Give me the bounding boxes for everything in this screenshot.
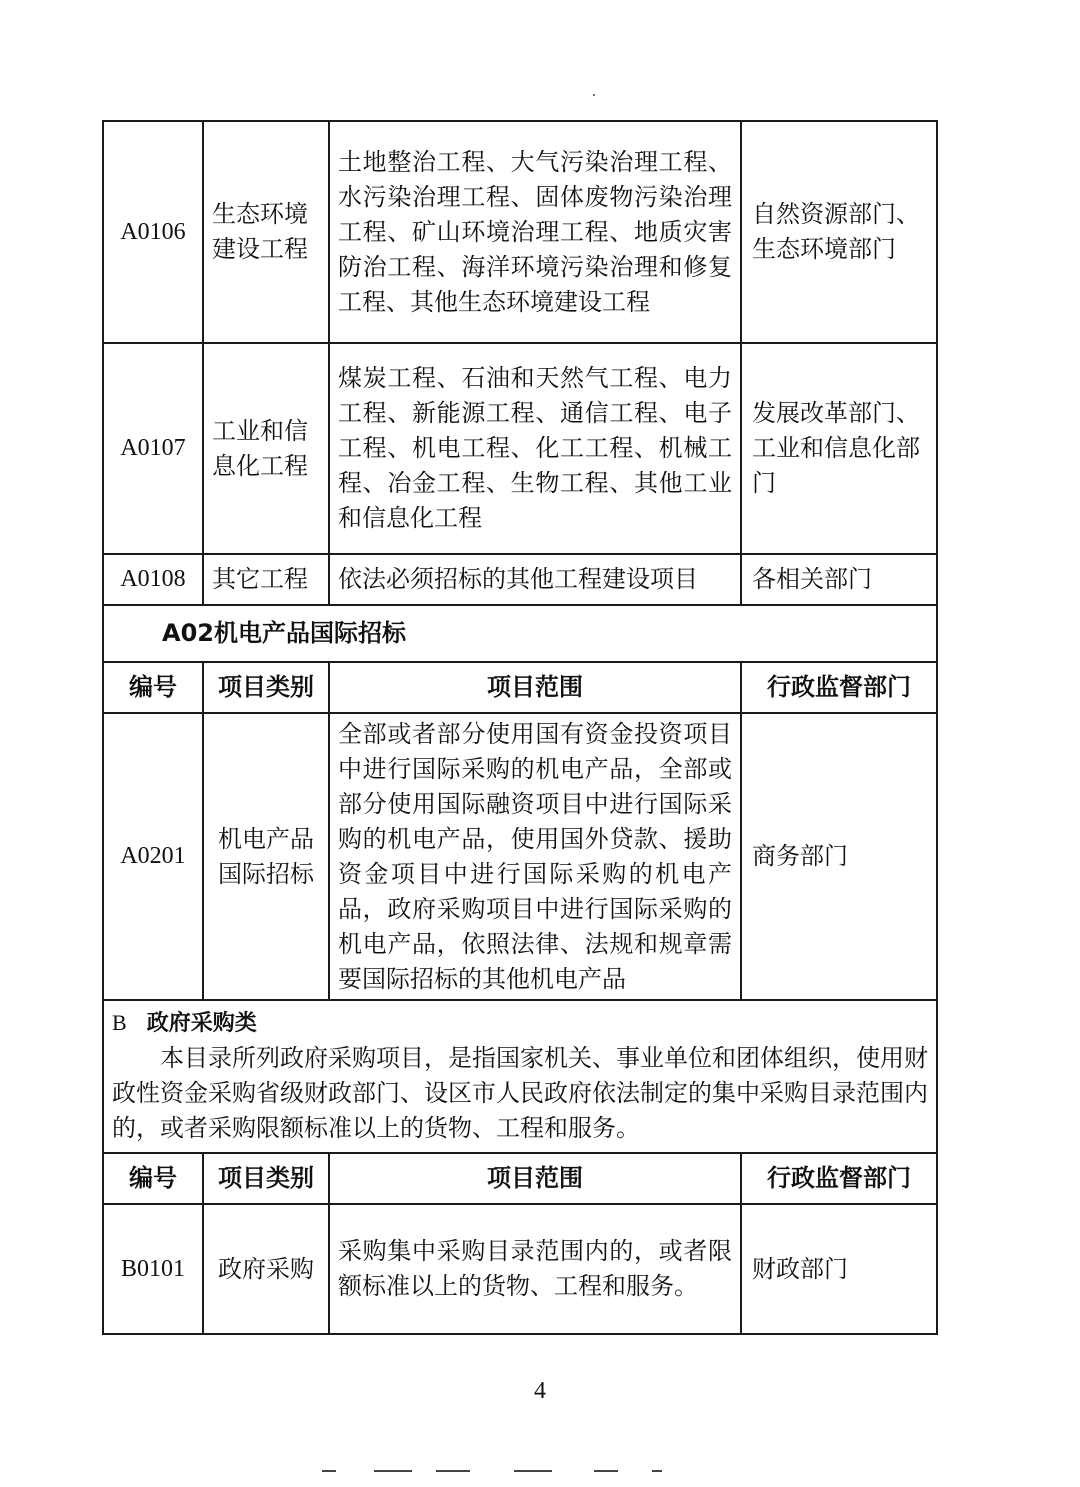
section-b-description: 本目录所列政府采购项目，是指国家机关、事业单位和团体组织，使用财政性资金采购省级财政部门、设区市人民政府依法制定的集中采购目录范围内的，或者采购限额标准以上的货物、工程和服务。 — [112, 1044, 928, 1142]
header-scope: 项目范围 — [329, 1153, 741, 1204]
page-number: 4 — [534, 1378, 546, 1404]
item-scope: 采购集中采购目录范围内的，或者限额标准以上的货物、工程和服务。 — [329, 1204, 741, 1334]
item-code: B0101 — [103, 1204, 203, 1334]
item-scope: 全部或者部分使用国有资金投资项目中进行国际采购的机电产品，全部或部分使用国际融资项目中进行国际采购的机电产品，使用国外贷款、援助资金项目中进行国际采购的机电产品，政府采购项目中进行国际采购的机电产品，依照法律、法规和规章需要国际招标的其他机电产品 — [329, 713, 741, 1000]
item-category: 机电产品国际招标 — [203, 713, 329, 1000]
header-scope: 项目范围 — [329, 662, 741, 713]
item-category: 工业和信息化工程 — [203, 343, 329, 554]
item-code: A0108 — [103, 554, 203, 605]
item-scope: 煤炭工程、石油和天然气工程、电力工程、新能源工程、通信工程、电子工程、机电工程、化工工程、机械工程、冶金工程、生物工程、其他工业和信息化工程 — [329, 343, 741, 554]
table-header-row — [103, 662, 937, 713]
table-row — [103, 554, 937, 605]
section-title-row — [103, 605, 937, 662]
item-supervising-dept: 发展改革部门、工业和信息化部门 — [741, 343, 937, 554]
item-supervising-dept: 财政部门 — [741, 1204, 937, 1334]
item-category: 生态环境建设工程 — [203, 121, 329, 343]
item-supervising-dept: 自然资源部门、生态环境部门 — [741, 121, 937, 343]
scan-edge-marks — [0, 1470, 1080, 1474]
section-b-letter: B — [112, 1010, 127, 1035]
item-category: 政府采购 — [203, 1204, 329, 1334]
header-dept: 行政监督部门 — [741, 1153, 937, 1204]
scan-speck — [593, 94, 595, 96]
item-supervising-dept: 各相关部门 — [741, 554, 937, 605]
item-scope: 依法必须招标的其他工程建设项目 — [329, 554, 741, 605]
header-category: 项目类别 — [203, 662, 329, 713]
header-code: 编号 — [103, 662, 203, 713]
header-dept: 行政监督部门 — [741, 662, 937, 713]
table-header-row — [103, 1153, 937, 1204]
item-category: 其它工程 — [203, 554, 329, 605]
item-supervising-dept: 商务部门 — [741, 713, 937, 1000]
header-code: 编号 — [103, 1153, 203, 1204]
item-code: A0107 — [103, 343, 203, 554]
catalog-table — [102, 120, 938, 1335]
section-b-title: 政府采购类 — [146, 1011, 257, 1036]
section-b-block — [103, 1000, 937, 1153]
table-row — [103, 713, 937, 1000]
section-b-row — [103, 1000, 937, 1153]
section-b-heading — [112, 1005, 928, 1041]
header-category: 项目类别 — [203, 1153, 329, 1204]
table-row — [103, 343, 937, 554]
section-title-a02: A02机电产品国际招标 — [103, 605, 937, 662]
table-row — [103, 121, 937, 343]
item-scope: 土地整治工程、大气污染治理工程、水污染治理工程、固体废物污染治理工程、矿山环境治理工程、地质灾害防治工程、海洋环境污染治理和修复工程、其他生态环境建设工程 — [329, 121, 741, 343]
table-row — [103, 1204, 937, 1334]
item-code: A0106 — [103, 121, 203, 343]
item-code: A0201 — [103, 713, 203, 1000]
